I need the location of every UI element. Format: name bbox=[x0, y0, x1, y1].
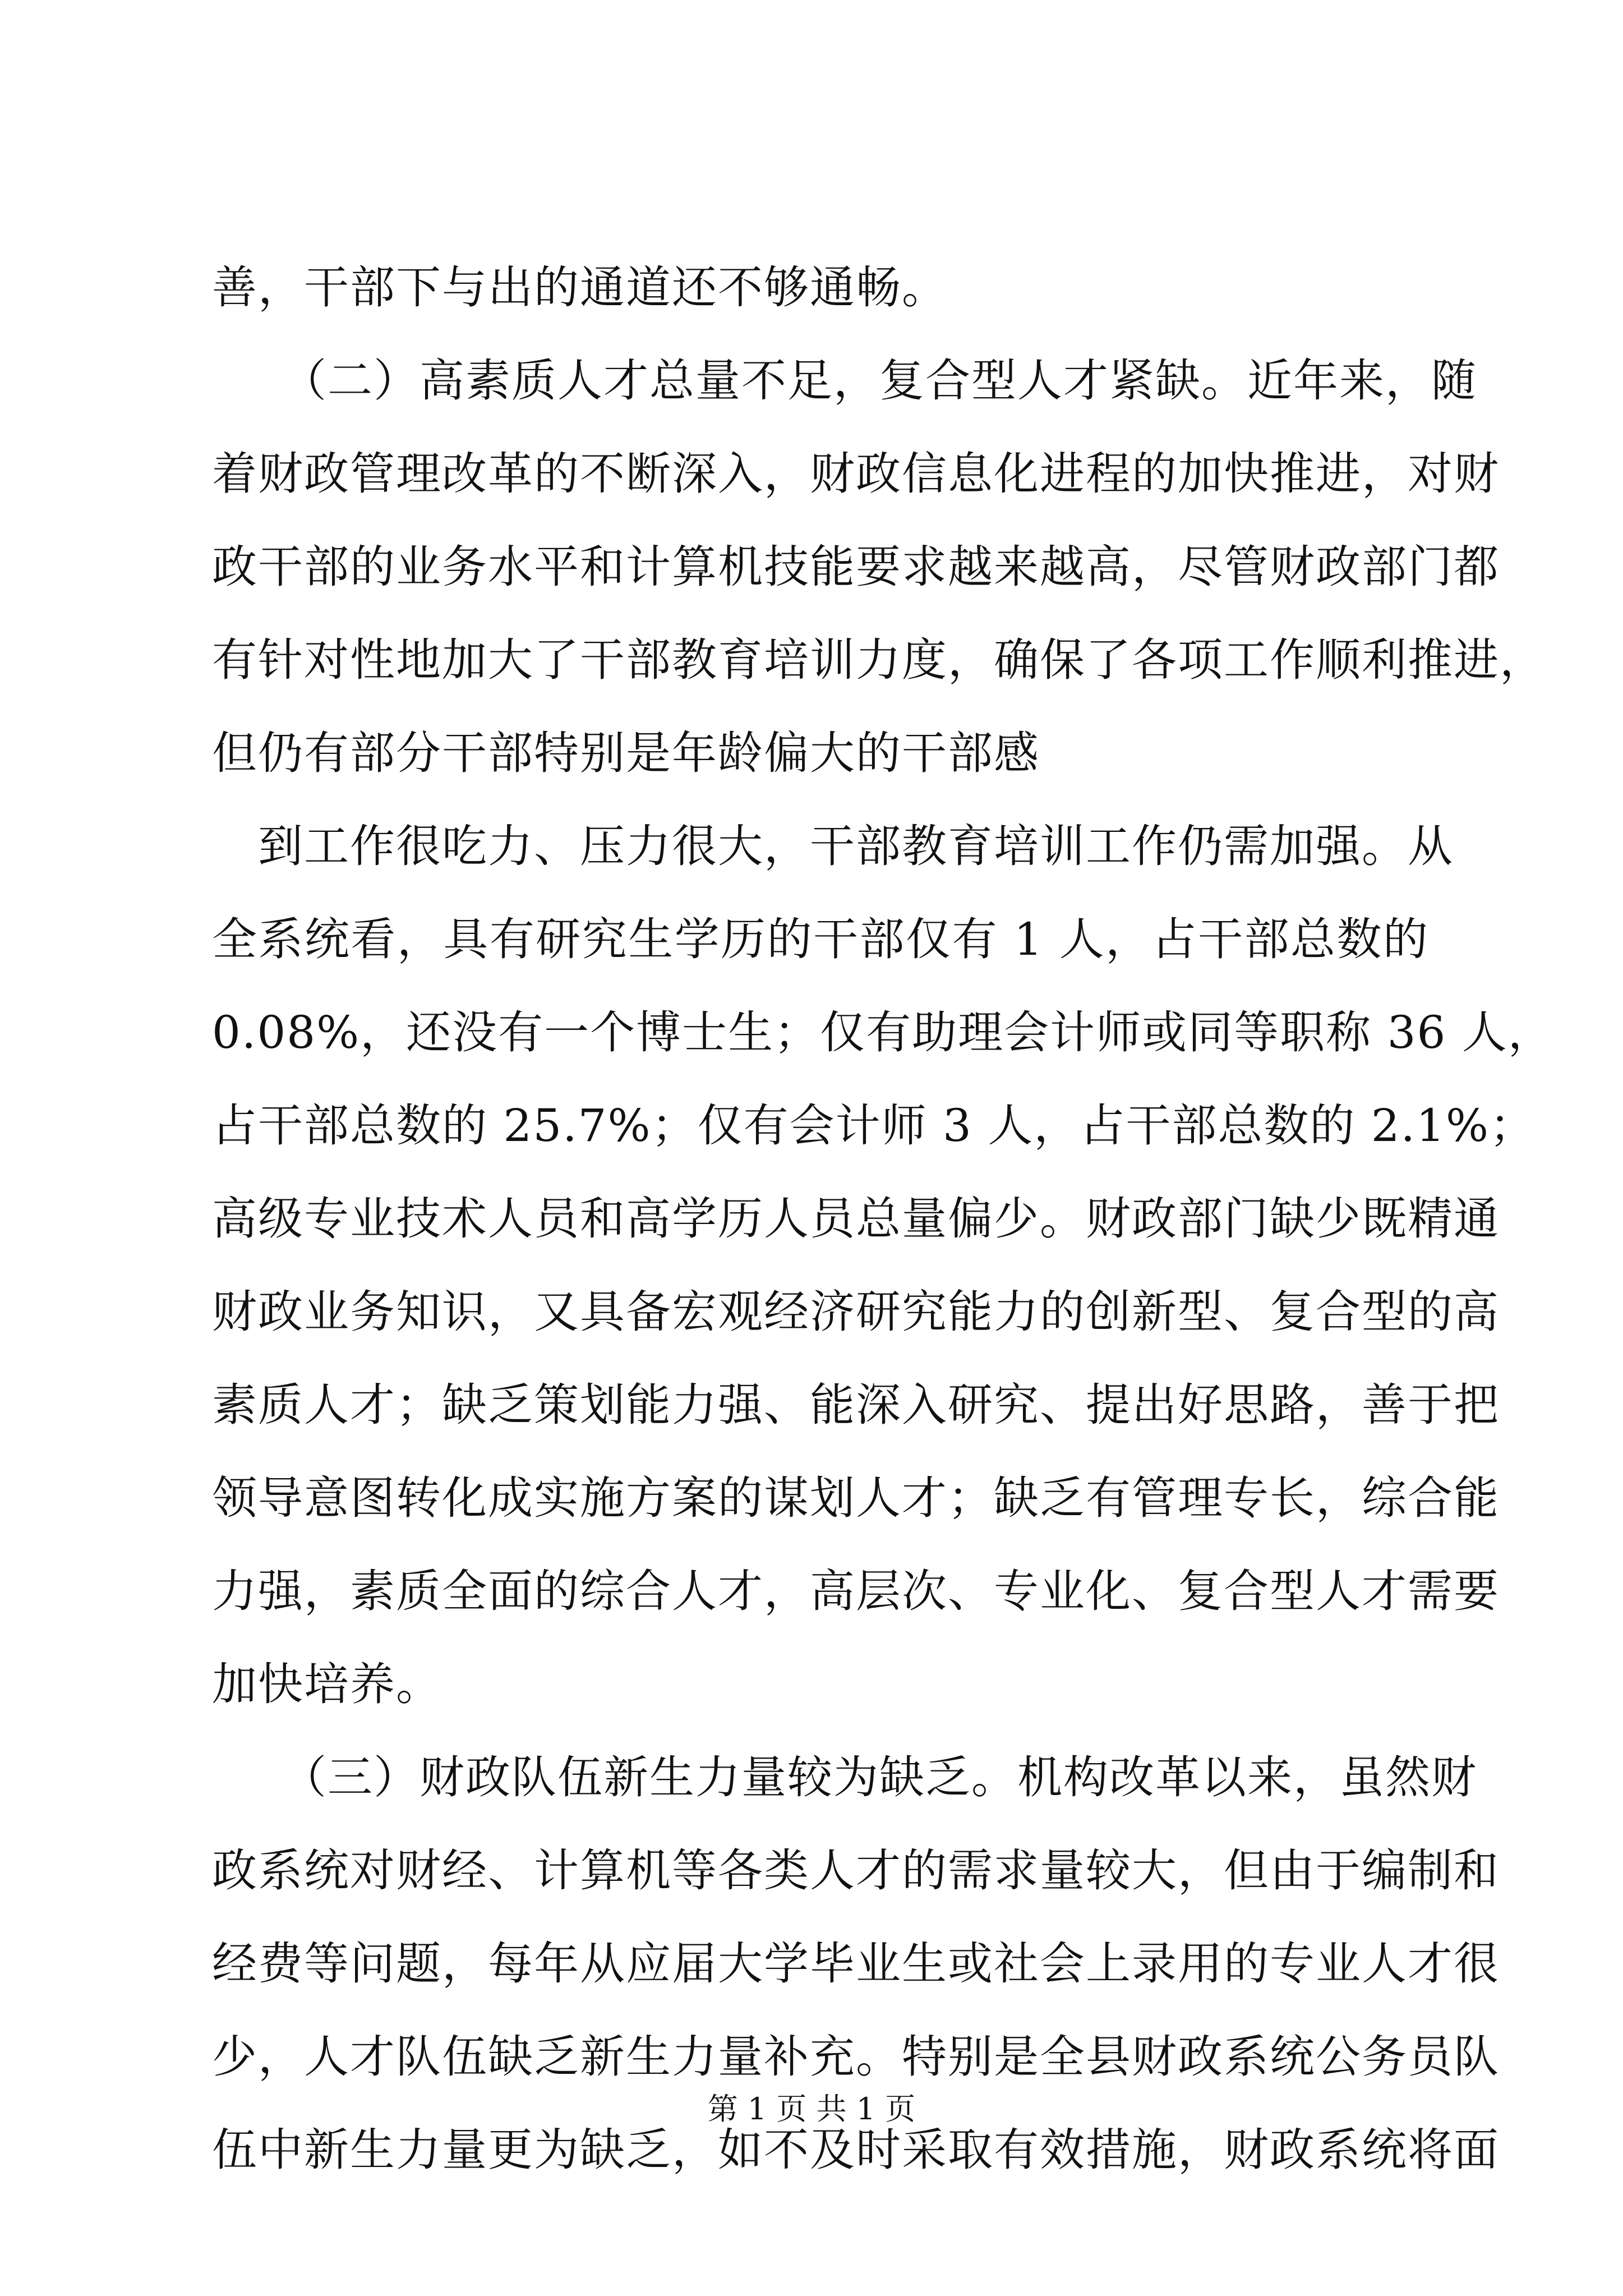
text-line: 力强，素质全面的综合人才，高层次、专业化、复合型人才需要 bbox=[212, 1565, 1500, 1617]
text-line: 高级专业技术人员和高学历人员总量偏少。财政部门缺少既精通 bbox=[212, 1193, 1500, 1245]
text-line: 少，人才队伍缺乏新生力量补充。特别是全县财政系统公务员队 bbox=[212, 2031, 1500, 2083]
text-line: 占干部总数的 25.7%；仅有会计师 3 人，占干部总数的 2.1%； bbox=[212, 1099, 1536, 1152]
text-line: 到工作很吃力、压力很大，干部教育培训工作仍需加强。从 bbox=[212, 820, 1454, 872]
text-line: （二）高素质人才总量不足，复合型人才紧缺。近年来，随 bbox=[212, 355, 1477, 407]
page-number-label: 第 1 页 共 1 页 bbox=[707, 2091, 916, 2127]
text-line: （三）财政队伍新生力量较为缺乏。机构改革以来，虽然财 bbox=[212, 1751, 1477, 1803]
body-text bbox=[212, 241, 1554, 2197]
text-line: 政系统对财经、计算机等各类人才的需求量较大，但由于编制和 bbox=[212, 1844, 1500, 1897]
page-footer bbox=[0, 2087, 1623, 2132]
text-line: 领导意图转化成实施方案的谋划人才；缺乏有管理专长，综合能 bbox=[212, 1472, 1500, 1524]
text-line: 0.08%，还没有一个博士生；仅有助理会计师或同等职称 36 人， bbox=[212, 1006, 1554, 1059]
text-line: 着财政管理改革的不断深入，财政信息化进程的加快推进，对财 bbox=[212, 448, 1500, 500]
text-line: 财政业务知识，又具备宏观经济研究能力的创新型、复合型的高 bbox=[212, 1286, 1500, 1338]
text-line: 素质人才；缺乏策划能力强、能深入研究、提出好思路，善于把 bbox=[212, 1379, 1500, 1431]
text-line: 加快培养。 bbox=[212, 1658, 442, 1710]
text-line: 全系统看，具有研究生学历的干部仅有 1 人，占干部总数的 bbox=[212, 913, 1429, 965]
text-line: 经费等问题，每年从应届大学毕业生或社会上录用的专业人才很 bbox=[212, 1938, 1500, 1990]
text-line: 有针对性地加大了干部教育培训力度，确保了各项工作顺利推进， bbox=[212, 634, 1546, 686]
text-line: 伍中新生力量更为缺乏，如不及时采取有效措施，财政系统将面 bbox=[212, 2124, 1500, 2176]
text-line: 善，干部下与出的通道还不够通畅。 bbox=[212, 261, 948, 314]
text-line: 但仍有部分干部特别是年龄偏大的干部感 bbox=[212, 727, 1040, 779]
text-line: 政干部的业务水平和计算机技能要求越来越高，尽管财政部门都 bbox=[212, 541, 1500, 593]
